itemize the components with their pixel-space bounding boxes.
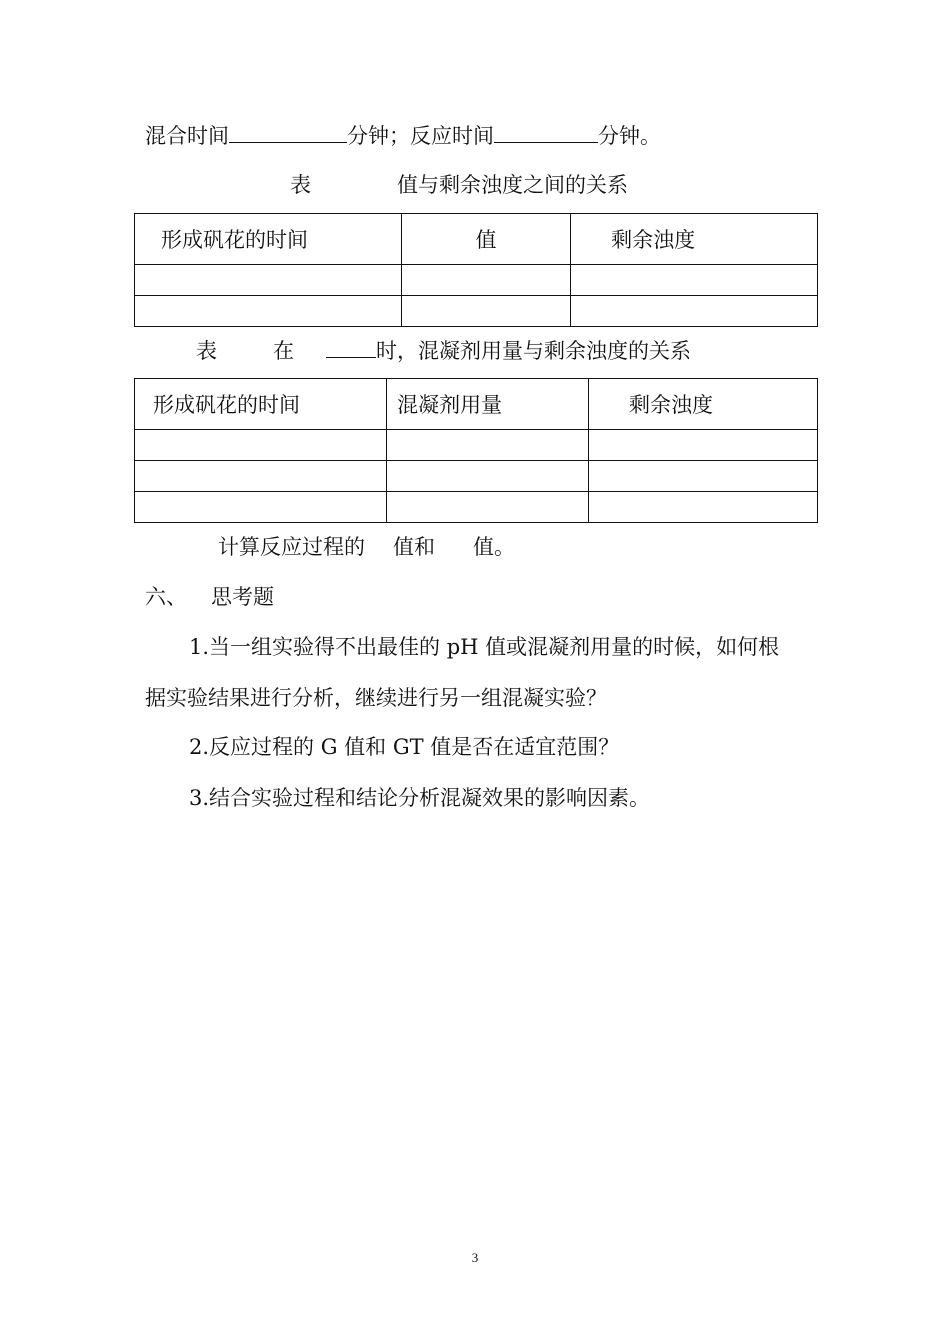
table-cell — [135, 492, 387, 523]
calc-line — [218, 534, 515, 560]
mixing-time-label: 混合时间 — [145, 124, 229, 148]
table-cell — [588, 430, 817, 461]
table-row — [135, 430, 818, 461]
table1-header-cell: 形成矾花的时间 — [135, 214, 402, 265]
table1-caption — [290, 172, 628, 198]
table-cell — [401, 265, 570, 296]
table-cell — [571, 296, 818, 327]
table-cell — [387, 430, 589, 461]
section-number: 六、 — [145, 585, 187, 609]
calc-part1: 计算反应过程的 — [218, 535, 365, 559]
calc-part2: 值和 — [393, 535, 435, 559]
table-cell — [135, 461, 387, 492]
mixing-time-blank — [229, 122, 347, 143]
table2-caption-prefix: 表 — [196, 339, 217, 363]
table1-header-cell: 剩余浊度 — [571, 214, 818, 265]
question-3: 3.结合实验过程和结论分析混凝效果的影响因素。 — [189, 786, 651, 810]
table2-caption-text: 时，混凝剂用量与剩余浊度的关系 — [376, 339, 691, 363]
section-title: 思考题 — [211, 585, 274, 609]
table-row — [135, 265, 818, 296]
table1-header-cell: 值 — [401, 214, 570, 265]
table1-caption-prefix: 表 — [290, 173, 311, 197]
question-1-line-2: 据实验结果进行分析，继续进行另一组混凝实验？ — [145, 686, 607, 710]
table1 — [134, 213, 818, 327]
table-cell — [135, 296, 402, 327]
table-cell — [135, 265, 402, 296]
table-cell — [588, 461, 817, 492]
table2 — [134, 378, 818, 523]
table-cell — [588, 492, 817, 523]
table2-header-cell: 剩余浊度 — [588, 379, 817, 430]
table2-header-row — [135, 379, 818, 430]
table1-header-row — [135, 214, 818, 265]
table-cell — [387, 492, 589, 523]
table-row — [135, 492, 818, 523]
table-cell — [401, 296, 570, 327]
table1-caption-text: 值与剩余浊度之间的关系 — [397, 173, 628, 197]
section-heading — [145, 584, 274, 610]
table2-caption — [196, 337, 691, 364]
table2-blank — [326, 337, 376, 358]
question-1-line-1: 1.当一组实验得不出最佳的 pH 值或混凝剂用量的时候，如何根 — [189, 635, 780, 659]
question-2: 2.反应过程的 G 值和 GT 值是否在适宜范围？ — [189, 735, 620, 759]
table-row — [135, 461, 818, 492]
table2-header-cell: 混凝剂用量 — [387, 379, 589, 430]
table-cell — [387, 461, 589, 492]
table-cell — [571, 265, 818, 296]
calc-part3: 值。 — [473, 535, 515, 559]
table2-header-cell: 形成矾花的时间 — [135, 379, 387, 430]
table-row — [135, 296, 818, 327]
minutes-label: 分钟。 — [598, 124, 661, 148]
mixing-time-line — [145, 122, 661, 149]
reaction-time-blank — [494, 122, 598, 143]
table2-caption-at: 在 — [273, 339, 294, 363]
page-number: 3 — [471, 1250, 479, 1265]
reaction-time-label: 分钟；反应时间 — [347, 124, 494, 148]
table-cell — [135, 430, 387, 461]
